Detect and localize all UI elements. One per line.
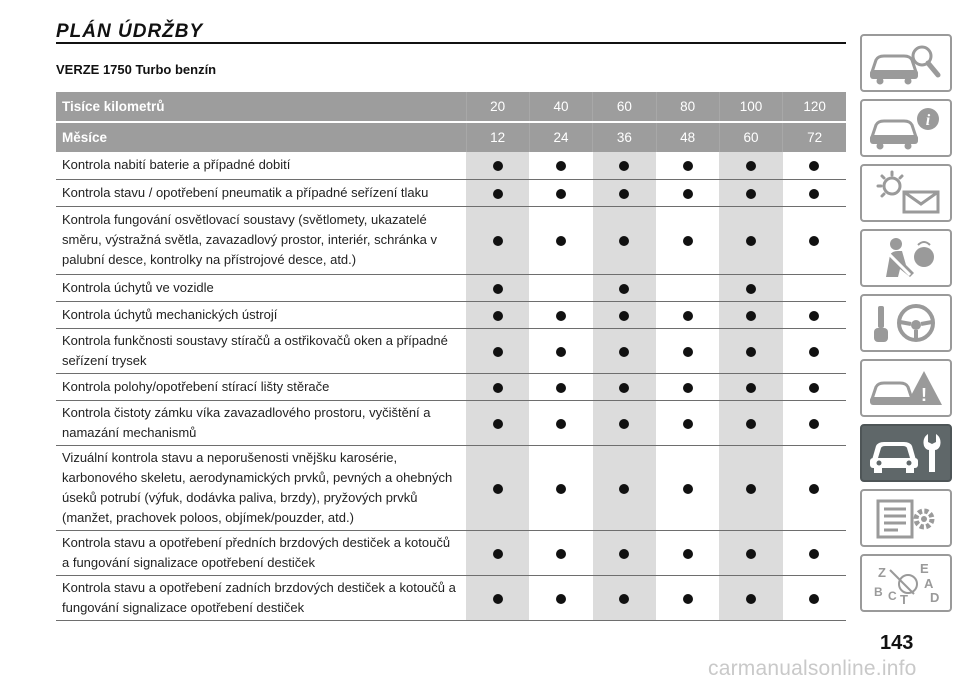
scheduled-dot: [619, 594, 629, 604]
scheduled-dot: [619, 484, 629, 494]
interval-cell: [593, 445, 656, 530]
index-letter: Z: [878, 565, 886, 580]
interval-cell: [656, 152, 719, 179]
interval-cell: [656, 328, 719, 373]
interval-cell: [656, 301, 719, 328]
maintenance-table: [56, 92, 846, 621]
header-row-km: [56, 92, 846, 122]
sidebar-tab-emergency[interactable]: [860, 359, 952, 417]
interval-cell: [466, 179, 529, 206]
scheduled-dot: [809, 347, 819, 357]
sidebar-tab-starting-driving[interactable]: [860, 294, 952, 352]
interval-cell: [783, 400, 846, 445]
interval-cell: [783, 530, 846, 575]
months-value: 48: [656, 122, 719, 152]
table-row: [56, 206, 846, 274]
km-value: 60: [593, 92, 656, 122]
interval-cell: [719, 206, 782, 274]
operation-description: Kontrola stavu a opotřebení zadních brzdových destiček a kotoučů a fungování signalizace opotřebení destiček: [62, 579, 456, 615]
interval-cell: [656, 530, 719, 575]
interval-cell: [783, 373, 846, 400]
interval-cell: [593, 575, 656, 620]
interval-cell: [593, 206, 656, 274]
interval-cell: [466, 301, 529, 328]
interval-cell: [529, 152, 592, 179]
interval-cell: [593, 152, 656, 179]
interval-cell: [593, 400, 656, 445]
warning-light-envelope-icon: [866, 170, 946, 216]
scheduled-dot: [809, 189, 819, 199]
version-subtitle: VERZE 1750 Turbo benzín: [56, 62, 217, 77]
interval-cell: [466, 373, 529, 400]
scheduled-dot: [683, 383, 693, 393]
operation-description: Kontrola úchytů ve vozidle: [62, 279, 214, 295]
scheduled-dot: [493, 189, 503, 199]
interval-cell: [466, 206, 529, 274]
scheduled-dot: [809, 484, 819, 494]
scheduled-dot: [493, 311, 503, 321]
scheduled-dot: [746, 383, 756, 393]
scheduled-dot: [493, 284, 503, 294]
interval-cell: [466, 328, 529, 373]
interval-cell: [593, 530, 656, 575]
interval-cell: [529, 530, 592, 575]
scheduled-dot: [809, 161, 819, 171]
scheduled-dot: [556, 383, 566, 393]
alphabet-index-icon: [866, 560, 946, 606]
interval-cell: [466, 575, 529, 620]
interval-cell: [656, 274, 719, 301]
scheduled-dot: [493, 161, 503, 171]
scheduled-dot: [746, 284, 756, 294]
interval-cell: [656, 445, 719, 530]
scheduled-dot: [683, 236, 693, 246]
table-row: [56, 373, 846, 400]
scheduled-dot: [809, 236, 819, 246]
scheduled-dot: [556, 419, 566, 429]
interval-cell: [656, 400, 719, 445]
scheduled-dot: [619, 549, 629, 559]
title-rule: [56, 42, 846, 44]
table-row: [56, 575, 846, 620]
seatbelt-airbag-icon: [866, 235, 946, 281]
sidebar-tab-safety[interactable]: [860, 229, 952, 287]
interval-cell: [719, 373, 782, 400]
interval-cell: [656, 575, 719, 620]
operation-description: Vizuální kontrola stavu a neporušenosti vnějšku karosérie, karbonového skeletu, aerodynamických prvků, pevných a ohebných úseků potrubí (výfuk, dodávka paliva, brzdy), pryžových prvků (manžet, prachovek poloos, objímek/pouzder, atd.): [62, 449, 453, 525]
interval-cell: [783, 328, 846, 373]
scheduled-dot: [683, 189, 693, 199]
scheduled-dot: [619, 419, 629, 429]
interval-cell: [466, 152, 529, 179]
interval-cell: [719, 152, 782, 179]
scheduled-dot: [493, 594, 503, 604]
table-row: [56, 445, 846, 530]
car-crash-warning-icon: [866, 365, 946, 411]
interval-cell: [466, 400, 529, 445]
index-letter: D: [930, 590, 940, 605]
scheduled-dot: [683, 311, 693, 321]
table-row: [56, 301, 846, 328]
interval-cell: [719, 328, 782, 373]
scheduled-dot: [683, 347, 693, 357]
interval-cell: [656, 206, 719, 274]
sidebar-tab-maintenance[interactable]: [860, 424, 952, 482]
scheduled-dot: [683, 594, 693, 604]
interval-cell: [719, 530, 782, 575]
scheduled-dot: [619, 347, 629, 357]
interval-cell: [529, 179, 592, 206]
interval-cell: [529, 373, 592, 400]
page-number: 143: [880, 632, 914, 654]
interval-cell: [593, 373, 656, 400]
scheduled-dot: [683, 419, 693, 429]
scheduled-dot: [746, 347, 756, 357]
scheduled-dot: [746, 189, 756, 199]
scheduled-dot: [809, 383, 819, 393]
car-magnifier-icon: [866, 40, 946, 86]
months-value: 12: [466, 122, 529, 152]
scheduled-dot: [556, 236, 566, 246]
interval-cell: [719, 274, 782, 301]
scheduled-dot: [619, 284, 629, 294]
interval-cell: [719, 400, 782, 445]
scheduled-dot: [556, 549, 566, 559]
scheduled-dot: [683, 161, 693, 171]
watermark: carmanualsonline.info: [708, 657, 917, 680]
interval-cell: [783, 179, 846, 206]
table-row: [56, 328, 846, 373]
months-label: Měsíce: [56, 122, 466, 152]
months-value: 36: [593, 122, 656, 152]
scheduled-dot: [493, 484, 503, 494]
scheduled-dot: [746, 161, 756, 171]
scheduled-dot: [556, 594, 566, 604]
operation-description: Kontrola čistoty zámku víka zavazadlového prostoru, vyčištění a namazání mechanismů: [62, 404, 431, 440]
interval-cell: [529, 400, 592, 445]
index-letter: T: [900, 592, 908, 606]
spec-sheet-gear-icon: [866, 495, 946, 541]
index-letter: C: [888, 589, 897, 603]
scheduled-dot: [746, 311, 756, 321]
scheduled-dot: [556, 161, 566, 171]
interval-cell: [593, 301, 656, 328]
km-value: 40: [529, 92, 592, 122]
scheduled-dot: [746, 419, 756, 429]
months-value: 24: [529, 122, 592, 152]
scheduled-dot: [619, 311, 629, 321]
interval-cell: [719, 179, 782, 206]
sidebar-tab-dashboard[interactable]: [860, 99, 952, 157]
svg-text:!: !: [921, 385, 927, 405]
scheduled-dot: [683, 549, 693, 559]
scheduled-dot: [809, 549, 819, 559]
interval-cell: [783, 301, 846, 328]
scheduled-dot: [619, 383, 629, 393]
km-value: 20: [466, 92, 529, 122]
interval-cell: [719, 575, 782, 620]
scheduled-dot: [809, 419, 819, 429]
interval-cell: [466, 530, 529, 575]
table-row: [56, 152, 846, 179]
sidebar-tab-warnings[interactable]: [860, 164, 952, 222]
scheduled-dot: [746, 484, 756, 494]
table-row: [56, 274, 846, 301]
interval-cell: [783, 206, 846, 274]
table-row: [56, 530, 846, 575]
scheduled-dot: [746, 549, 756, 559]
km-value: 80: [656, 92, 719, 122]
interval-cell: [466, 445, 529, 530]
km-value: 100: [719, 92, 782, 122]
interval-cell: [719, 445, 782, 530]
index-letter: B: [874, 585, 883, 599]
scheduled-dot: [556, 311, 566, 321]
interval-cell: [783, 445, 846, 530]
scheduled-dot: [493, 383, 503, 393]
interval-cell: [656, 373, 719, 400]
operation-description: Kontrola fungování osvětlovací soustavy (světlomety, ukazatelé směru, výstražná světla, zavazadlový prostor, interiér, schránka v palubní desce, kontrolky na přístrojové desce, atd.): [62, 212, 437, 267]
scheduled-dot: [683, 484, 693, 494]
months-value: 60: [719, 122, 782, 152]
interval-cell: [529, 445, 592, 530]
km-label: Tisíce kilometrů: [56, 92, 466, 122]
car-wrench-icon: [866, 430, 946, 476]
operation-description: Kontrola stavu a opotřebení předních brzdových destiček a kotoučů a fungování signalizace opotřebení destiček: [62, 534, 451, 570]
scheduled-dot: [493, 347, 503, 357]
scheduled-dot: [493, 236, 503, 246]
table-row: [56, 179, 846, 206]
months-value: 72: [783, 122, 846, 152]
scheduled-dot: [619, 189, 629, 199]
index-letter: E: [920, 561, 929, 576]
scheduled-dot: [556, 347, 566, 357]
index-letter: A: [924, 576, 934, 591]
interval-cell: [529, 206, 592, 274]
interval-cell: [529, 301, 592, 328]
scheduled-dot: [493, 549, 503, 559]
scheduled-dot: [619, 161, 629, 171]
sidebar-tab-index[interactable]: [860, 554, 952, 612]
car-info-icon: [866, 105, 946, 151]
operation-description: Kontrola úchytů mechanických ústrojí: [62, 306, 278, 322]
interval-cell: [719, 301, 782, 328]
scheduled-dot: [809, 594, 819, 604]
sidebar-tab-technical-data[interactable]: [860, 489, 952, 547]
interval-cell: [593, 328, 656, 373]
page-title: PLÁN ÚDRŽBY: [56, 21, 204, 42]
interval-cell: [529, 575, 592, 620]
interval-cell: [783, 152, 846, 179]
steering-wheel-key-icon: [866, 300, 946, 346]
svg-text:i: i: [925, 112, 931, 129]
scheduled-dot: [746, 594, 756, 604]
scheduled-dot: [556, 189, 566, 199]
scheduled-dot: [556, 484, 566, 494]
operation-description: Kontrola funkčnosti soustavy stíračů a ostřikovačů oken a případné seřízení trysek: [62, 332, 448, 368]
operation-description: Kontrola stavu / opotřebení pneumatik a případné seřízení tlaku: [62, 184, 429, 200]
table-row: [56, 400, 846, 445]
chapter-sidebar: [860, 34, 952, 614]
interval-cell: [783, 274, 846, 301]
interval-cell: [593, 274, 656, 301]
km-value: 120: [783, 92, 846, 122]
interval-cell: [783, 575, 846, 620]
scheduled-dot: [619, 236, 629, 246]
scheduled-dot: [809, 311, 819, 321]
operation-description: Kontrola nabití baterie a případné dobití: [62, 157, 291, 173]
scheduled-dot: [746, 236, 756, 246]
header-row-months: [56, 122, 846, 152]
operation-description: Kontrola polohy/opotřebení stírací lišty stěrače: [62, 378, 330, 394]
interval-cell: [656, 179, 719, 206]
interval-cell: [593, 179, 656, 206]
maintenance-rows: [56, 152, 846, 620]
sidebar-tab-vehicle-overview[interactable]: [860, 34, 952, 92]
interval-cell: [529, 274, 592, 301]
scheduled-dot: [493, 419, 503, 429]
interval-cell: [529, 328, 592, 373]
interval-cell: [466, 274, 529, 301]
